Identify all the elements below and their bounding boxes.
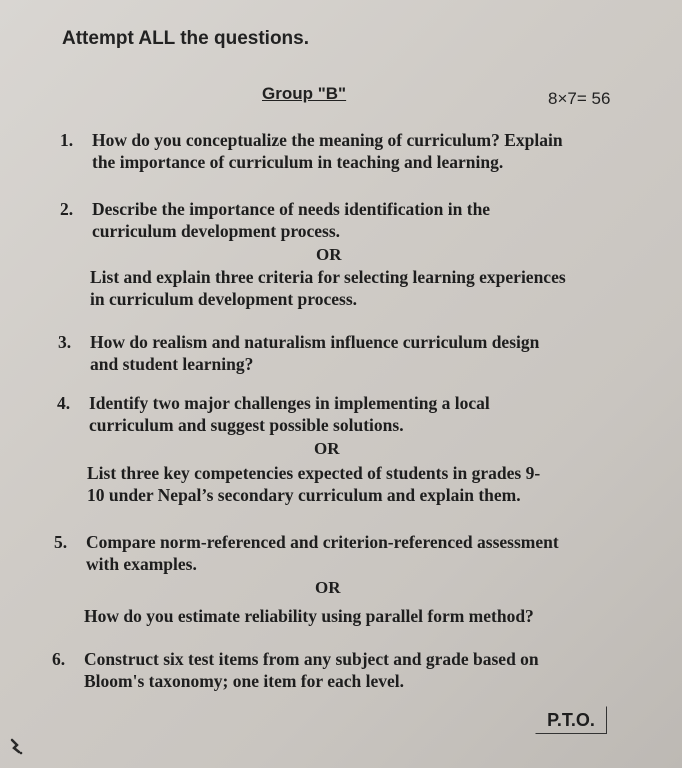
instruction-text: Attempt ALL the questions. <box>62 28 309 49</box>
question-line: List three key competencies expected of students in grades 9- <box>87 463 541 483</box>
question-line: How do you conceptualize the meaning of curriculum? Explain <box>92 130 563 150</box>
question-4 <box>57 392 490 436</box>
question-line: the importance of curriculum in teaching and learning. <box>92 152 504 172</box>
question-line: How do realism and naturalism influence curriculum design <box>90 332 540 352</box>
question-number: 6. <box>52 649 66 669</box>
question-5 <box>54 531 559 575</box>
question-line: and student learning? <box>90 354 254 374</box>
question-line: List and explain three criteria for selecting learning experiences <box>90 267 566 287</box>
question-line: Identify two major challenges in implementing a local <box>89 393 490 413</box>
question-line: 10 under Nepal’s secondary curriculum and explain them. <box>87 485 521 505</box>
question-2-alternative <box>90 266 566 310</box>
question-line: How do you estimate reliability using parallel form method? <box>84 606 534 626</box>
question-line: curriculum development process. <box>92 221 341 241</box>
question-line: Describe the importance of needs identification in the <box>92 199 491 219</box>
group-title: Group "B" <box>262 84 347 103</box>
question-line: curriculum and suggest possible solutions. <box>89 415 404 435</box>
question-number: 3. <box>58 332 72 352</box>
question-4-alternative <box>87 462 540 506</box>
question-6 <box>52 648 539 692</box>
question-number: 5. <box>54 532 68 552</box>
question-line: in curriculum development process. <box>90 289 358 309</box>
question-line: Bloom's taxonomy; one item for each level. <box>84 671 404 691</box>
pto-label: P.T.O. <box>535 706 607 734</box>
or-separator: OR <box>314 439 340 458</box>
ink-mark-icon <box>6 736 26 756</box>
question-2 <box>60 198 491 242</box>
question-number: 1. <box>60 130 74 150</box>
question-line: Compare norm-referenced and criterion-referenced assessment <box>86 532 559 552</box>
question-3 <box>58 331 540 375</box>
question-1 <box>60 129 563 173</box>
question-line: with examples. <box>86 554 197 574</box>
question-line: Construct six test items from any subject and grade based on <box>84 649 539 669</box>
question-5-alternative <box>84 605 534 627</box>
or-separator: OR <box>316 245 342 264</box>
marks-allocation: 8×7= 56 <box>548 89 611 108</box>
question-number: 2. <box>60 199 74 219</box>
or-separator: OR <box>315 578 341 597</box>
question-number: 4. <box>57 393 71 413</box>
